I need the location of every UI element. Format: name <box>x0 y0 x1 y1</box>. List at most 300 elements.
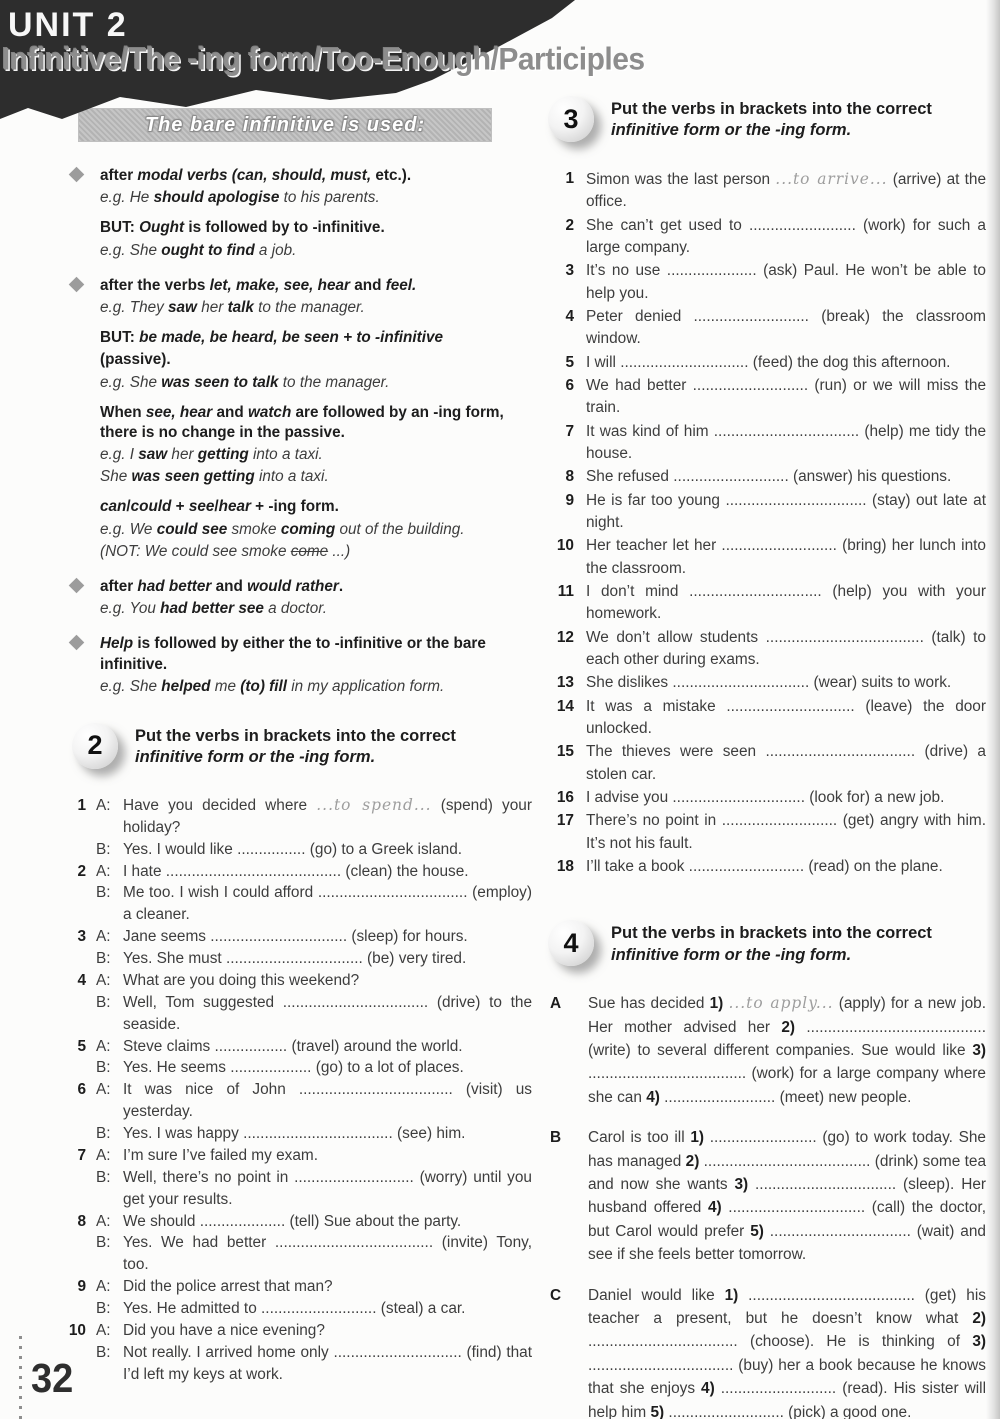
text-segment: ................................ (call) the doctor, but Carol would prefer <box>588 1199 986 1240</box>
text-segment: and <box>216 403 248 421</box>
text-segment: Put the verbs in brackets into the correct <box>135 726 456 745</box>
dialogue-row <box>62 970 532 992</box>
speaker-label: B: <box>96 884 111 902</box>
text-segment: Not really. I arrived home only .............................. (find) that I’d left my keys at work. <box>123 1343 532 1383</box>
text-segment: We should .................... (tell) Sue about the party. <box>123 1212 462 1230</box>
exercise-2-item <box>62 1211 532 1277</box>
text-segment: was seen to talk <box>161 373 279 391</box>
text-segment: hear <box>218 498 251 516</box>
text-segment: saw <box>138 446 168 464</box>
unit-title: Infinitive/The -ing form/Too-Enough/Participles <box>2 42 645 77</box>
text-segment: e.g. She <box>100 373 162 391</box>
exercise-4-number-ball: 4 <box>548 920 594 966</box>
speaker-label: B: <box>96 840 111 858</box>
text-segment: Well, there’s no point in ............................ (worry) until you get your results. <box>123 1168 532 1208</box>
item-text <box>586 215 986 260</box>
speaker-label: A: <box>96 928 111 946</box>
theory-line <box>100 403 532 443</box>
speaker-label: A: <box>96 862 111 880</box>
item-text <box>588 1126 986 1266</box>
text-segment: a job. <box>254 241 297 259</box>
dialogue-text <box>123 1211 532 1233</box>
exercise-2-title <box>135 723 495 769</box>
speaker-label: A: <box>96 971 111 989</box>
item-number: 13 <box>556 674 574 692</box>
item-number: 1 <box>77 796 86 814</box>
dialogue-text <box>123 970 532 992</box>
dialogue-text <box>123 839 532 861</box>
text-segment: 2) <box>781 1018 796 1036</box>
item-number: 12 <box>556 628 574 646</box>
text-segment: 4) <box>707 1199 722 1217</box>
item-text <box>586 627 986 672</box>
dialogue-row <box>62 1211 532 1233</box>
diamond-bullet-icon <box>69 635 85 651</box>
text-segment: ....................................... (get) his teacher a present, but he doesn’t know what <box>588 1286 986 1328</box>
text-segment: ................................. (sleep). Her husband offered <box>588 1176 986 1217</box>
dotted-margin-line <box>19 1336 22 1419</box>
theory-line <box>100 520 532 540</box>
left-column <box>62 108 532 1386</box>
text-segment: Did the police arrest that man? <box>123 1278 333 1296</box>
item-number: 3 <box>77 928 86 946</box>
page-number: 32 <box>31 1356 74 1402</box>
text-segment: infinitive form or the -ing form. <box>611 121 852 140</box>
text-segment: ...to spend... <box>316 795 432 814</box>
text-segment: What are you doing this weekend? <box>123 971 360 989</box>
theory-block <box>100 166 532 261</box>
item-number: 7 <box>565 422 574 440</box>
dialogue-row <box>62 1276 532 1298</box>
item-number: 15 <box>556 743 574 761</box>
text-segment: can <box>100 498 127 516</box>
text-segment: is followed by either the to -infinitive or the bare infinitive. <box>100 635 486 673</box>
item-text <box>586 260 986 305</box>
item-text <box>586 696 986 741</box>
theory-line <box>100 188 532 208</box>
speaker-label: B: <box>96 1300 111 1318</box>
text-segment: .......................... (meet) new people. <box>659 1088 912 1106</box>
text-segment: It’s no use ..................... (ask) Paul. He won’t be able to help you. <box>586 262 986 302</box>
text-segment: be made, be heard, be seen + to -infinitive <box>139 329 443 347</box>
dialogue-text <box>123 1145 532 1167</box>
text-segment: Her teacher let her ........................... (bring) her lunch into the classroom. <box>586 537 986 577</box>
dialogue-row <box>62 992 532 1036</box>
item-text <box>586 672 986 694</box>
dialogue-text <box>123 1342 532 1386</box>
text-segment: and <box>354 276 386 294</box>
theory-line <box>100 445 532 465</box>
dialogue-row <box>62 948 532 970</box>
dialogue-row <box>62 1057 532 1079</box>
exercise-3-item <box>548 306 986 351</box>
exercise-3-item <box>548 535 986 580</box>
text-segment: ........................... (pick) a good one. <box>664 1403 912 1419</box>
dialogue-row <box>62 1145 532 1167</box>
unit-number: UNIT 2 <box>8 6 128 44</box>
theory-block <box>100 577 532 619</box>
exercise-3-item <box>548 741 986 786</box>
text-segment: Me too. I wish I could afford ................................... (employ) a cleaner. <box>123 884 532 924</box>
text-segment: come <box>290 542 329 560</box>
item-number: 3 <box>565 262 574 280</box>
dialogue-text <box>123 795 532 839</box>
exercise-3-item <box>548 215 986 260</box>
text-segment: Simon was the last person <box>586 171 776 188</box>
text-segment: 1) <box>709 995 724 1013</box>
text-segment: She can’t get used to ......................... (work) for such a large company. <box>586 216 986 256</box>
exercise-2-number-ball: 2 <box>72 723 118 769</box>
text-segment: Yes. I was happy ................................... (see) him. <box>123 1125 466 1143</box>
text-segment: in my application form. <box>287 677 445 695</box>
text-segment: Yes. He seems ................... (go) to a lot of places. <box>123 1059 464 1077</box>
text-segment: Carol is too ill <box>588 1129 691 1147</box>
text-segment: saw <box>168 298 197 316</box>
text-segment: talk <box>227 298 254 316</box>
exercise-2-item <box>62 795 532 861</box>
exercise-3-number-ball: 3 <box>548 96 594 142</box>
text-segment: to the manager. <box>278 373 390 391</box>
text-segment: me <box>210 677 241 695</box>
text-segment: Ought <box>139 219 185 237</box>
text-segment: ................................... (choose). He is thinking of <box>588 1333 973 1351</box>
exercise-2-header <box>62 723 532 769</box>
exercise-3-item <box>548 810 986 855</box>
text-segment: etc.). <box>375 167 412 184</box>
dialogue-row <box>62 1079 532 1123</box>
item-text <box>588 992 986 1109</box>
dialogue-row <box>62 1167 532 1211</box>
exercise-3-item <box>548 696 986 741</box>
text-segment: He is far too young ................................. (stay) out late at night. <box>586 491 986 531</box>
item-number: 9 <box>565 491 574 509</box>
text-segment: (passive). <box>100 351 171 369</box>
text-segment: see <box>188 498 215 516</box>
text-segment: Yes. She must ................................ (be) very tired. <box>123 950 467 968</box>
exercise-3 <box>548 96 986 878</box>
item-number: 5 <box>565 353 574 371</box>
text-segment: to the manager. <box>253 298 365 316</box>
text-segment: / <box>214 498 219 516</box>
dialogue-row <box>62 839 532 861</box>
theory-line <box>100 328 532 348</box>
text-segment: e.g. I <box>100 446 139 464</box>
dialogue-row <box>62 926 532 948</box>
text-segment: . <box>338 578 344 595</box>
text-segment: Steve claims ................. (travel) around the world. <box>123 1037 463 1055</box>
text-segment: is followed by to -infinitive. <box>184 219 385 237</box>
exercise-3-item <box>548 490 986 535</box>
exercise-3-item <box>548 581 986 626</box>
item-number: 17 <box>556 812 574 830</box>
item-letter: B <box>550 1129 562 1147</box>
item-number: 4 <box>565 307 574 325</box>
text-segment: I’m sure I’ve failed my exam. <box>123 1146 319 1164</box>
speaker-label: A: <box>96 1321 111 1339</box>
text-segment: 3) <box>734 1176 749 1194</box>
theory-line <box>100 241 532 261</box>
text-segment: I advise you ............................... (look for) a new job. <box>586 788 945 806</box>
text-segment: Did you have a nice evening? <box>123 1321 325 1339</box>
text-segment: 5) <box>650 1403 665 1419</box>
text-segment: had better see <box>160 600 264 618</box>
text-segment: a doctor. <box>263 600 328 618</box>
text-segment: BUT: <box>100 219 140 237</box>
text-segment: infinitive form or the -ing form. <box>135 748 376 767</box>
dialogue-text <box>123 861 532 883</box>
exercise-4-header <box>548 920 986 966</box>
item-number: 16 <box>556 788 574 806</box>
text-segment: .......................................... (write) to several different companies. Sue would like <box>588 1018 986 1059</box>
text-segment: to his parents. <box>279 189 380 207</box>
exercise-4-item <box>548 1284 986 1419</box>
theory-line <box>100 634 532 674</box>
theory-line <box>100 276 532 296</box>
theory-line <box>100 373 532 393</box>
text-segment: smoke <box>227 520 281 538</box>
item-letter: A <box>550 995 562 1013</box>
exercise-3-item <box>548 856 986 878</box>
text-segment: out of the building. <box>335 520 465 538</box>
text-segment: We had better ........................... (run) or we will miss the train. <box>586 376 986 417</box>
theory-block <box>100 634 532 697</box>
speaker-label: A: <box>96 1081 111 1099</box>
exercise-2 <box>62 723 532 1386</box>
item-number: 4 <box>77 971 86 989</box>
text-segment: Daniel would like <box>588 1286 725 1304</box>
item-number: 8 <box>77 1212 86 1230</box>
dialogue-text <box>123 992 532 1036</box>
exercise-3-item <box>548 787 986 809</box>
exercise-3-item <box>548 672 986 694</box>
dialogue-text <box>123 1057 532 1079</box>
text-segment: (NOT: We could see smoke <box>100 542 291 560</box>
exercise-2-item <box>62 1276 532 1320</box>
theory-banner: The bare infinitive is used: <box>78 108 492 142</box>
theory-block <box>100 276 532 562</box>
theory-line <box>100 599 532 619</box>
item-number: 18 <box>556 857 574 875</box>
item-number: 5 <box>77 1037 86 1055</box>
text-segment: (arrive) at the office. <box>586 171 987 211</box>
item-number: 2 <box>77 862 86 880</box>
speaker-label: A: <box>96 796 111 814</box>
text-segment: e.g. You <box>100 600 161 618</box>
item-text <box>586 581 986 626</box>
right-column <box>548 96 986 1419</box>
dialogue-text <box>123 1298 532 1320</box>
theory-rules <box>62 166 532 697</box>
text-segment: She dislikes ................................ (wear) suits to work. <box>586 674 952 692</box>
item-text <box>586 466 986 488</box>
dialogue-text <box>123 1167 532 1211</box>
text-segment: 5) <box>750 1222 764 1240</box>
dialogue-text <box>123 1232 532 1276</box>
text-segment: watch <box>247 403 296 421</box>
dialogue-text <box>123 1320 532 1342</box>
exercise-2-item <box>62 1145 532 1211</box>
item-number: 14 <box>556 697 574 715</box>
text-segment: had better <box>137 578 216 595</box>
dialogue-row <box>62 795 532 839</box>
text-segment: e.g. He <box>100 189 154 207</box>
text-segment: (spend) your holiday? <box>123 796 532 836</box>
text-segment: Peter denied ........................... (break) the classroom window. <box>586 307 986 348</box>
diamond-bullet-icon <box>69 276 85 292</box>
text-segment: The thieves were seen ................................... (drive) a stolen car. <box>586 743 986 783</box>
exercise-3-item <box>548 260 986 305</box>
text-segment: was seen getting <box>131 468 255 486</box>
text-segment: We don’t allow students ..................................... (talk) to each other during exams. <box>586 628 986 668</box>
text-segment: ought to find <box>161 241 255 259</box>
speaker-label: A: <box>96 1037 111 1055</box>
text-segment: see, hear <box>145 403 217 421</box>
theory-line <box>100 350 532 370</box>
dialogue-text <box>123 1036 532 1058</box>
text-segment: Yes. He admitted to ........................... (steal) a car. <box>123 1300 466 1318</box>
dialogue-row <box>62 882 532 926</box>
speaker-label: A: <box>96 1278 111 1296</box>
text-segment: her <box>167 446 198 464</box>
text-segment: ..................................... (work) for a large company where she can <box>588 1065 986 1106</box>
theory-line <box>100 218 532 238</box>
exercise-3-item <box>548 352 986 374</box>
text-segment: e.g. She <box>100 241 162 259</box>
exercise-2-item <box>62 926 532 970</box>
dialogue-text <box>123 926 532 948</box>
text-segment: ................................. (wait) and see if she feels better tomorrow. <box>588 1222 986 1264</box>
item-text <box>586 306 986 351</box>
exercise-2-item <box>62 861 532 927</box>
text-segment: 2) <box>972 1310 986 1328</box>
item-text <box>586 352 986 374</box>
text-segment: (to) fill <box>240 677 288 695</box>
text-segment: Have you decided where <box>123 796 317 814</box>
text-segment: could <box>130 498 172 516</box>
text-segment: ....................................... (drink) some tea and now she wants <box>588 1152 987 1194</box>
dialogue-text <box>123 882 532 926</box>
item-text <box>586 168 986 214</box>
text-segment: e.g. We <box>100 520 157 538</box>
exercise-3-title <box>611 96 971 142</box>
text-segment: (apply) for a new job. Her mother advised her <box>588 995 986 1036</box>
text-segment: feel. <box>385 276 417 294</box>
text-segment: When <box>100 403 146 421</box>
text-segment: 4) <box>646 1088 660 1106</box>
text-segment: after <box>100 578 138 595</box>
text-segment: It was kind of him .................................. (help) me tidy the house. <box>586 422 986 462</box>
text-segment: + <box>171 498 189 516</box>
speaker-label: B: <box>96 1059 111 1077</box>
item-text <box>588 1284 986 1419</box>
theory-line <box>100 166 532 186</box>
text-segment: Yes. We had better ..................................... (invite) Tony, too. <box>123 1234 532 1274</box>
speaker-label: B: <box>96 950 111 968</box>
dialogue-row <box>62 1298 532 1320</box>
text-segment: e.g. She <box>100 677 162 695</box>
dialogue-text <box>123 1276 532 1298</box>
exercise-2-item <box>62 1036 532 1080</box>
text-segment: ...) <box>328 542 351 560</box>
text-segment: e.g. They <box>100 298 169 316</box>
exercise-3-item <box>548 421 986 466</box>
text-segment: would rather <box>247 578 339 595</box>
text-segment: after the verbs <box>100 276 210 294</box>
theory-line <box>100 298 532 318</box>
text-segment: I will .............................. (feed) the dog this afternoon. <box>586 353 951 371</box>
text-segment: Well, Tom suggested .................................. (drive) to the seaside. <box>123 993 532 1033</box>
diamond-bullet-icon <box>69 167 85 183</box>
text-segment: Sue has decided <box>588 995 710 1013</box>
text-segment: I’ll take a book ........................... (read) on the plane. <box>586 857 943 875</box>
item-number: 2 <box>565 216 574 234</box>
exercise-2-item <box>62 970 532 1036</box>
text-segment: could see <box>156 520 228 538</box>
dialogue-row <box>62 1036 532 1058</box>
item-number: 10 <box>556 537 574 555</box>
dialogue-row <box>62 1232 532 1276</box>
text-segment: There’s no point in ........................... (get) angry with him. It’s not his fault. <box>586 812 986 852</box>
text-segment: modal verbs (can, should, must, <box>137 167 376 184</box>
text-segment: let, make, see, hear <box>209 276 355 294</box>
text-segment: I hate ......................................... (clean) the house. <box>123 862 469 880</box>
text-segment: It was nice of John .................................... (visit) us yesterday. <box>123 1081 532 1121</box>
text-segment: .................................. (buy) her a book because he knows that she enjoys <box>588 1356 986 1398</box>
dialogue-row <box>62 1342 532 1386</box>
theory-line <box>100 677 532 697</box>
diamond-bullet-icon <box>69 578 85 594</box>
text-segment: coming <box>280 520 336 538</box>
text-segment: are followed by an -ing form, there is no change in the passive. <box>100 403 504 441</box>
text-segment: 1) <box>690 1129 705 1147</box>
text-segment: ......................... (go) to work today. She has managed <box>588 1129 986 1170</box>
item-number: 6 <box>77 1081 86 1099</box>
text-segment: Put the verbs in brackets into the correct <box>611 100 932 118</box>
text-segment: 3) <box>972 1333 986 1351</box>
text-segment: 3) <box>972 1041 986 1059</box>
item-number: 11 <box>557 582 574 600</box>
speaker-label: A: <box>96 1146 111 1164</box>
exercise-2-item <box>62 1320 532 1386</box>
speaker-label: B: <box>96 1125 111 1143</box>
text-segment: Jane seems ................................ (sleep) for hours. <box>123 928 468 946</box>
text-segment: Help <box>100 635 134 653</box>
item-number: 1 <box>565 170 574 187</box>
speaker-label: B: <box>96 1343 111 1361</box>
dialogue-text <box>123 948 532 970</box>
page-edge-shadow <box>986 0 1000 1419</box>
text-segment: Put the verbs in brackets into the correct <box>611 924 932 943</box>
exercise-3-item <box>548 375 986 420</box>
text-segment: + -ing form. <box>250 498 339 516</box>
text-segment: helped <box>161 677 211 695</box>
item-number: 10 <box>68 1321 86 1339</box>
exercise-3-item <box>548 168 986 214</box>
dialogue-text <box>123 1123 532 1145</box>
speaker-label: B: <box>96 1234 111 1252</box>
text-segment: into a taxi. <box>248 446 323 464</box>
item-letter: C <box>550 1286 562 1304</box>
text-segment: and <box>215 578 248 595</box>
exercise-2-items <box>62 795 532 1386</box>
speaker-label: A: <box>96 1212 111 1230</box>
text-segment: 2) <box>685 1152 700 1170</box>
exercise-3-item <box>548 466 986 488</box>
text-segment: 4) <box>701 1380 715 1398</box>
text-segment: She <box>100 468 132 486</box>
text-segment: Yes. I would like ................ (go) to a Greek island. <box>123 840 463 858</box>
exercise-4 <box>548 920 986 1419</box>
